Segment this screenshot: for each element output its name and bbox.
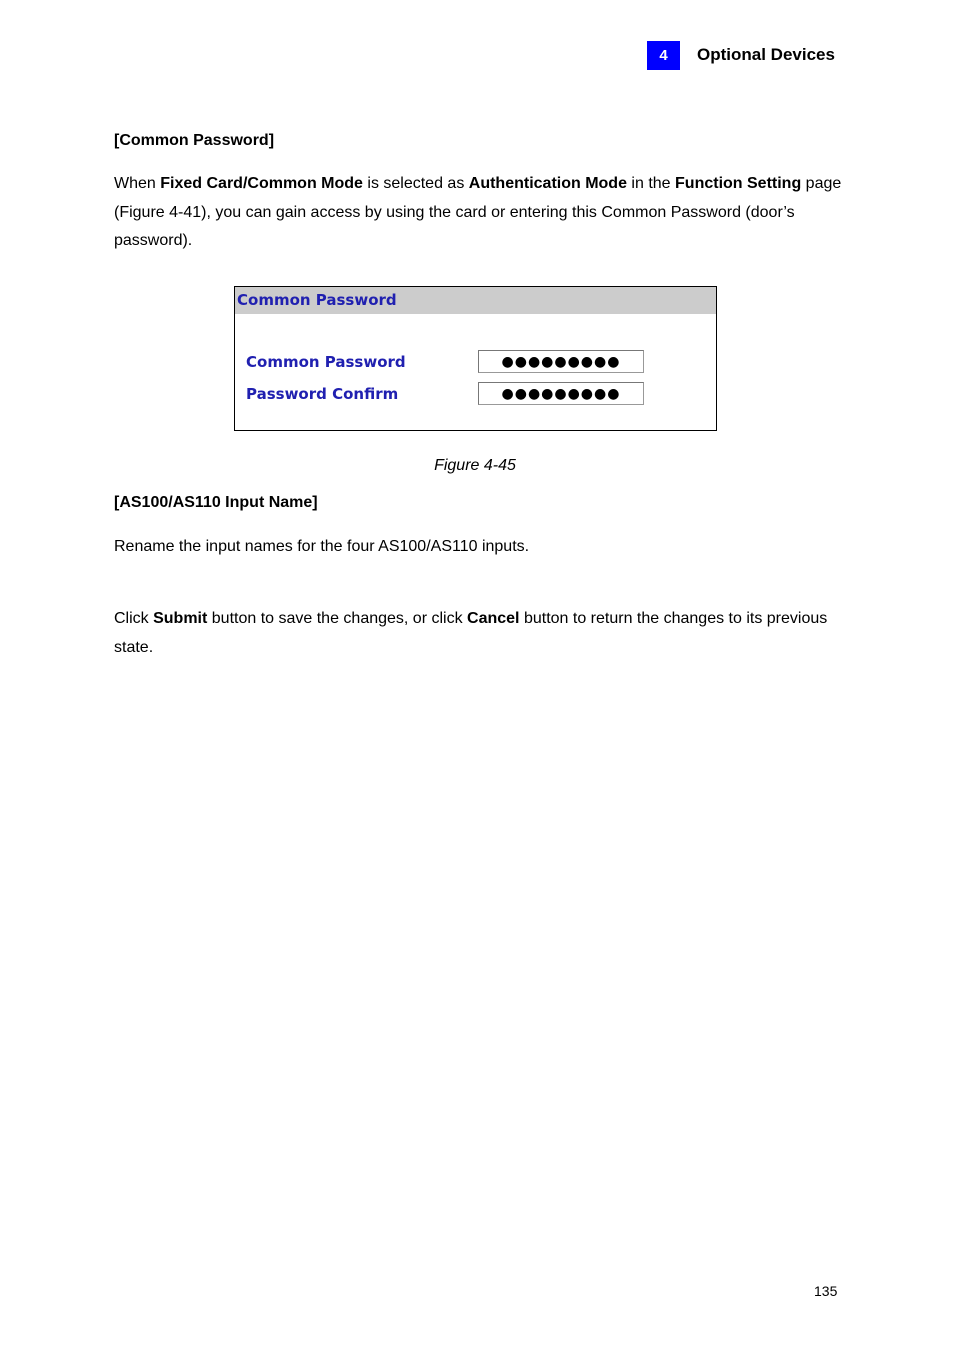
panel-title: Common Password bbox=[235, 287, 716, 314]
password-confirm-label: Password Confirm bbox=[246, 385, 399, 403]
common-password-input[interactable] bbox=[478, 350, 644, 373]
input-name-description: Rename the input names for the four AS100/AS110 inputs. bbox=[114, 538, 530, 555]
section-heading-input-name: [AS100/AS110 Input Name] bbox=[114, 494, 318, 511]
figure-caption: Figure 4-45 bbox=[434, 457, 516, 474]
chapter-title: Optional Devices bbox=[697, 45, 835, 64]
common-password-description: When Fixed Card/Common Mode is selected as Authentication Mode in the Function Setting page (Figure 4-41), you can gain access by using the card or entering this Common Password (door’s password). bbox=[114, 175, 842, 249]
password-confirm-input[interactable] bbox=[478, 382, 644, 405]
common-password-label: Common Password bbox=[246, 353, 406, 371]
common-password-panel bbox=[234, 286, 717, 431]
section-heading-common-password: [Common Password] bbox=[114, 132, 275, 149]
page-number: 135 bbox=[814, 1283, 838, 1299]
chapter-number-badge: 4 bbox=[647, 41, 680, 70]
submit-cancel-instructions: Click Submit button to save the changes, or click Cancel button to return the changes to its previous state. bbox=[114, 610, 828, 656]
